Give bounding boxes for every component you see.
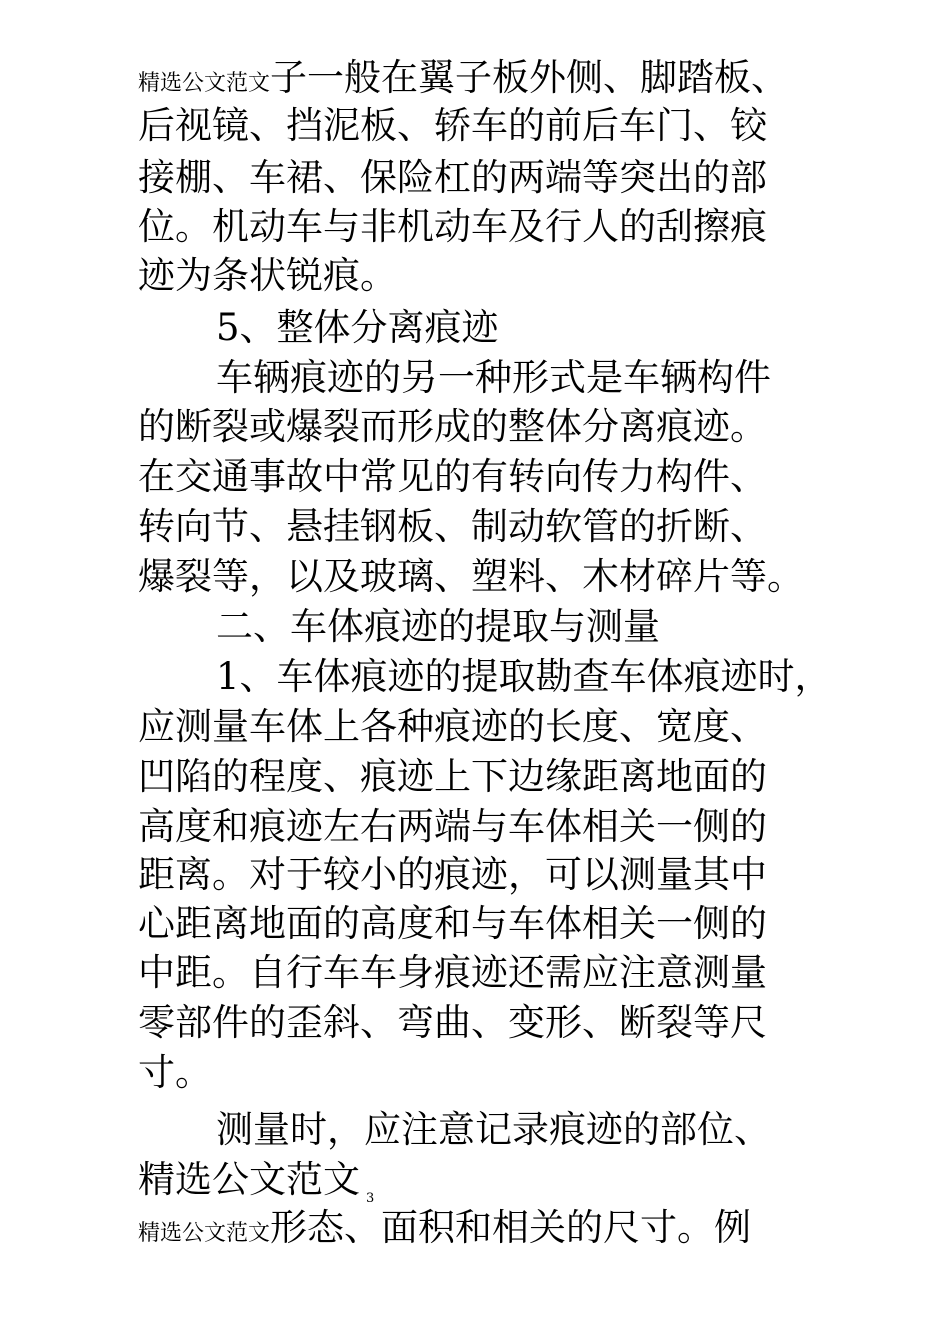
text-line-17: 距离。对于较小的痕迹，可以测量其中	[138, 853, 767, 896]
text-line-4: 位。机动车与非机动车及行人的刮擦痕	[138, 205, 767, 248]
paragraph-start-3: 测量时，应注意记录痕迹的部位、	[216, 1108, 771, 1151]
text-line-1	[138, 56, 788, 106]
text-line-5: 迹为条状锐痕。	[138, 254, 397, 297]
page-number: 3	[366, 1191, 375, 1206]
text-line-8: 的断裂或爆裂而形成的整体分离痕迹。	[138, 405, 767, 448]
section-heading-5: 5、整体分离痕迹	[216, 306, 499, 349]
footer-label: 精选公文范文	[138, 1158, 360, 1201]
section-heading-2: 二、车体痕迹的提取与测量	[216, 605, 660, 648]
text-line-19: 中距。自行车车身痕迹还需应注意测量	[138, 951, 767, 994]
text-line-21: 寸。	[138, 1051, 212, 1094]
text-line-18: 心距离地面的高度和与车体相关一侧的	[138, 902, 767, 945]
text-line-14: 应测量车体上各种痕迹的长度、宽度、	[138, 705, 767, 748]
text-line-2: 后视镜、挡泥板、轿车的前后车门、铰	[138, 104, 767, 147]
paragraph-start-1: 车辆痕迹的另一种形式是车辆构件	[216, 356, 771, 399]
text-line-20: 零部件的歪斜、弯曲、变形、断裂等尺	[138, 1001, 767, 1044]
text-line-15: 凹陷的程度、痕迹上下边缘距离地面的	[138, 755, 767, 798]
text-line-10: 转向节、悬挂钢板、制动软管的折断、	[138, 505, 767, 548]
paragraph-start-2: 1、车体痕迹的提取勘查车体痕迹时，	[216, 655, 832, 698]
text-line-9: 在交通事故中常见的有转向传力构件、	[138, 455, 767, 498]
text-line-last	[138, 1206, 751, 1256]
running-header: 精选公文范文	[138, 71, 271, 96]
text-line-16: 高度和痕迹左右两端与车体相关一侧的	[138, 805, 767, 848]
text-line-1-content: 子一般在翼子板外侧、脚踏板、	[270, 56, 789, 99]
running-header-bottom: 精选公文范文	[138, 1221, 271, 1246]
text-line-11: 爆裂等，以及玻璃、塑料、木材碎片等。	[138, 555, 804, 598]
text-line-last-content: 形态、面积和相关的尺寸。例	[270, 1206, 752, 1249]
text-line-3: 接棚、车裙、保险杠的两端等突出的部	[138, 156, 767, 199]
